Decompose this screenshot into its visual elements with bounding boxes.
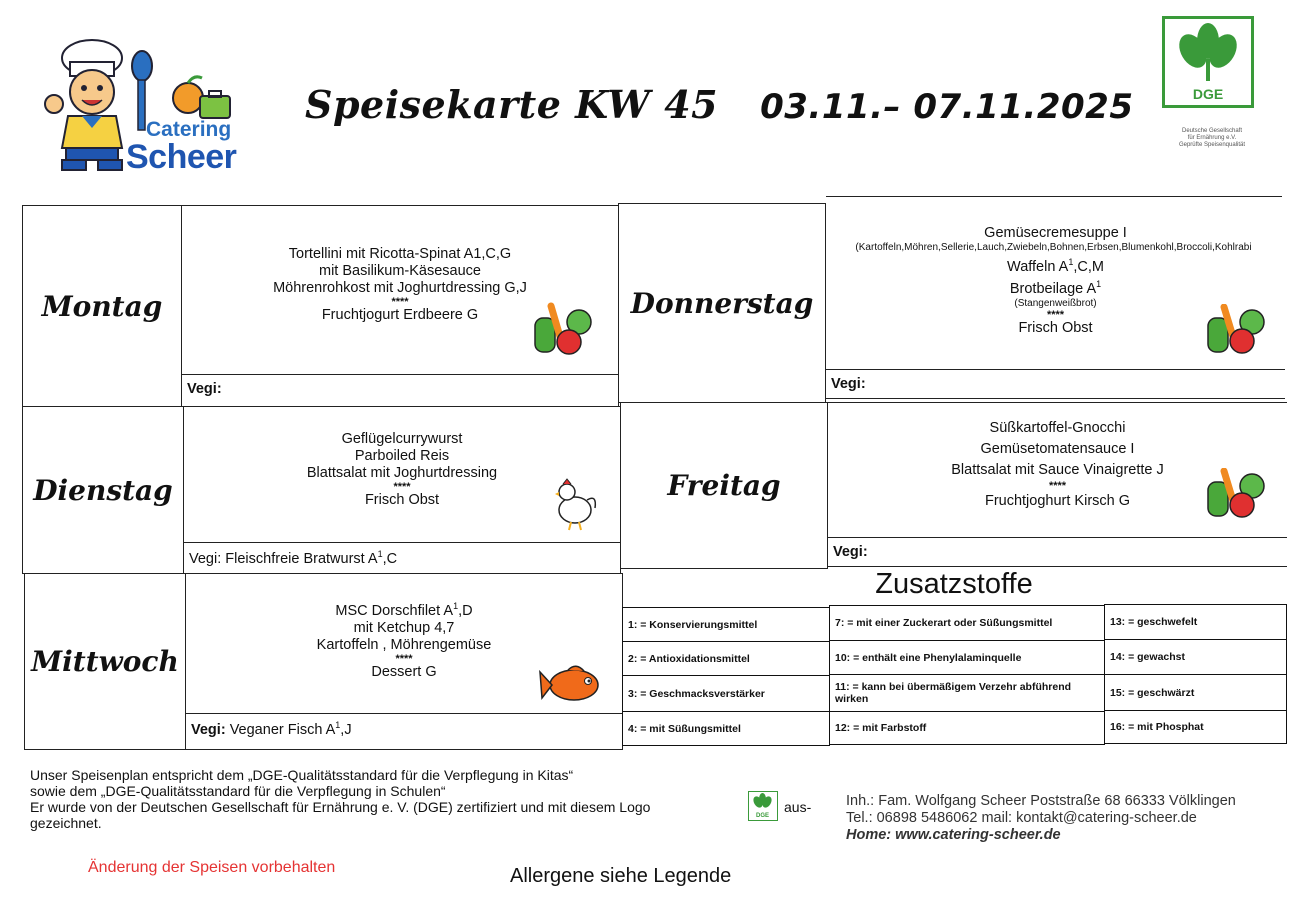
dge-caption-line-1: Deutsche Gesellschaft bbox=[1181, 128, 1243, 134]
dge-certification-text bbox=[30, 767, 830, 831]
contact-block bbox=[846, 793, 1236, 844]
vegi-after: ,C bbox=[382, 550, 398, 567]
vegi-montag bbox=[181, 374, 619, 407]
allergens-note: Allergene siehe Legende bbox=[510, 865, 732, 887]
homepage: Home: www.catering-scheer.de bbox=[846, 827, 1061, 843]
day-label-mittwoch: Mittwoch bbox=[24, 573, 186, 750]
owner-address: Inh.: Fam. Wolfgang Scheer Poststraße 68 66333 Völklingen bbox=[846, 793, 1236, 809]
menu-line: Süßkartoffel-Gnocchi bbox=[989, 420, 1126, 436]
footer-line: gezeichnet. bbox=[30, 815, 102, 831]
menu-line: mit Basilikum-Käsesauce bbox=[319, 263, 481, 279]
menu-separator: **** bbox=[1048, 480, 1067, 492]
zusatzstoffe-title: Zusatzstoffe bbox=[875, 568, 1033, 600]
day-label-montag: Montag bbox=[22, 205, 182, 407]
menu-line: Parboiled Reis bbox=[354, 448, 450, 464]
vegi-label: Vegi: bbox=[191, 721, 226, 738]
title-text: Speisekarte KW 45 bbox=[305, 82, 719, 127]
additive-16: 16: = mit Phosphat bbox=[1104, 710, 1287, 744]
dge-caption bbox=[1160, 128, 1264, 149]
vegi-dienstag bbox=[183, 542, 621, 574]
additive-13: 13: = geschwefelt bbox=[1104, 604, 1287, 640]
menu-line: Fruchtjoghurt Kirsch G bbox=[984, 493, 1131, 509]
menu-line bbox=[826, 254, 1285, 276]
menu-separator: **** bbox=[1046, 308, 1065, 321]
menu-line: Gemüsetomatensauce I bbox=[980, 441, 1135, 457]
menu-sup: 1 bbox=[1068, 257, 1074, 267]
menu-line-text: Waffeln A bbox=[1007, 258, 1069, 275]
vegi-sup: 1 bbox=[335, 720, 341, 730]
page-title bbox=[305, 82, 1133, 127]
footer-line: Unser Speisenplan entspricht dem „DGE-Qualitätsstandard für die Verpflegung in Kitas“ bbox=[30, 767, 574, 783]
footer-line bbox=[30, 799, 830, 815]
menu-sup: 1 bbox=[453, 601, 459, 611]
vegi-label: Vegi: bbox=[833, 544, 868, 560]
additive-4: 4: = mit Süßungsmittel bbox=[622, 711, 830, 746]
dge-caption-line-3: Geprüfte Speisenqualität bbox=[1178, 142, 1246, 148]
menu-line: Tortellini mit Ricotta-Spinat A1,C,G bbox=[288, 246, 512, 262]
vegi-after: ,J bbox=[340, 721, 352, 738]
vegi-freitag bbox=[827, 537, 1287, 567]
additive-7: 7: = mit einer Zuckerart oder Süßungsmittel bbox=[829, 605, 1105, 641]
vegetables-icon bbox=[1206, 304, 1268, 354]
additive-2: 2: = Antioxidationsmittel bbox=[622, 641, 830, 676]
dge-leaf-icon bbox=[1165, 19, 1251, 105]
menu-line-text: Brotbeilage A bbox=[1009, 280, 1097, 297]
menu-line bbox=[186, 598, 622, 620]
menu-sup: 1 bbox=[1096, 278, 1102, 289]
menu-line-text: ,C,M bbox=[1073, 258, 1104, 275]
week-dates: 03.11.– 07.11.2025 bbox=[760, 87, 1134, 127]
day-label-donnerstag: Donnerstag bbox=[618, 203, 826, 403]
menu-line-text: MSC Dorschfilet A bbox=[335, 602, 454, 619]
menu-line: Blattsalat mit Sauce Vinaigrette J bbox=[951, 462, 1164, 478]
vegi-text: Fleischfreie Bratwurst A bbox=[225, 550, 378, 567]
vegi-label: Vegi: bbox=[187, 381, 222, 397]
menu-line: Fruchtjogurt Erdbeere G bbox=[321, 307, 479, 323]
vegi-label: Vegi: bbox=[189, 550, 222, 567]
dge-small-logo bbox=[748, 791, 778, 821]
header-rule bbox=[826, 196, 1282, 197]
day-label-dienstag: Dienstag bbox=[22, 406, 184, 574]
menu-line: Möhrenrohkost mit Joghurtdressing G,J bbox=[273, 280, 527, 296]
menu-line: Blattsalat mit Joghurtdressing bbox=[306, 465, 498, 481]
menu-line: Kartoffeln , Möhrengemüse bbox=[316, 636, 492, 653]
additive-1: 1: = Konservierungsmittel bbox=[622, 607, 830, 642]
menu-line: Gemüsecremesuppe I bbox=[984, 225, 1127, 241]
change-notice: Änderung der Speisen vorbehalten bbox=[88, 859, 336, 876]
additive-3: 3: = Geschmacksverstärker bbox=[622, 675, 830, 712]
menu-line: mit Ketchup 4,7 bbox=[353, 619, 455, 636]
additive-14: 14: = gewachst bbox=[1104, 639, 1287, 675]
fish-icon bbox=[538, 662, 604, 708]
menu-line-small: (Kartoffeln,Möhren,Sellerie,Lauch,Zwiebeln,Bohnen,Erbsen,Blumenkohl,Broccoli,Kohlrabi bbox=[855, 242, 1252, 253]
additive-15: 15: = geschwärzt bbox=[1104, 674, 1287, 711]
dge-caption-line-2: für Ernährung e.V. bbox=[1187, 135, 1237, 141]
vegi-sup: 1 bbox=[377, 549, 383, 559]
menu-line bbox=[826, 276, 1285, 298]
logo-text-catering: Catering bbox=[146, 118, 232, 141]
additive-10: 10: = enthält eine Phenylalaminquelle bbox=[829, 640, 1105, 675]
chicken-icon bbox=[555, 478, 599, 532]
vegi-text: Veganer Fisch A bbox=[229, 721, 336, 738]
vegi-donnerstag bbox=[825, 369, 1285, 399]
menu-separator: **** bbox=[395, 652, 413, 665]
vegetables-icon bbox=[1206, 468, 1268, 518]
menu-separator: **** bbox=[393, 481, 411, 493]
footer-line: sowie dem „DGE-Qualitätsstandard für die Verpflegung in Schulen“ bbox=[30, 783, 446, 799]
menu-line: Frisch Obst bbox=[364, 492, 440, 508]
additive-11: 11: = kann bei übermäßigem Verzehr abführend wirken bbox=[829, 674, 1105, 712]
menu-line-text: ,D bbox=[458, 602, 473, 619]
menu-line-small: (Stangenweißbrot) bbox=[1014, 297, 1097, 309]
vegi-label: Vegi: bbox=[831, 376, 866, 392]
dge-logo bbox=[1162, 16, 1254, 108]
menu-line: Geflügelcurrywurst bbox=[341, 431, 463, 447]
menu-line: Frisch Obst bbox=[1018, 319, 1093, 336]
dge-small-logo-label: DGE bbox=[755, 813, 770, 819]
menu-line: Dessert G bbox=[371, 663, 437, 680]
logo-text-scheer: Scheer bbox=[126, 138, 237, 176]
additive-12: 12: = mit Farbstoff bbox=[829, 711, 1105, 745]
footer-line-text: Er wurde von der Deutschen Gesellschaft für Ernährung e. V. (DGE) zertifiziert und mit diesem Logo bbox=[30, 799, 651, 815]
dge-leaf-icon bbox=[749, 792, 776, 819]
contact-info: Tel.: 06898 5486062 mail: kontakt@catering-scheer.de bbox=[846, 810, 1197, 826]
vegetables-icon bbox=[533, 302, 595, 356]
menu-separator: **** bbox=[391, 296, 409, 308]
dge-logo-label: DGE bbox=[1192, 86, 1224, 102]
day-label-freitag: Freitag bbox=[620, 402, 828, 569]
vegi-mittwoch bbox=[185, 713, 623, 750]
footer-line-end: aus- bbox=[784, 799, 812, 815]
